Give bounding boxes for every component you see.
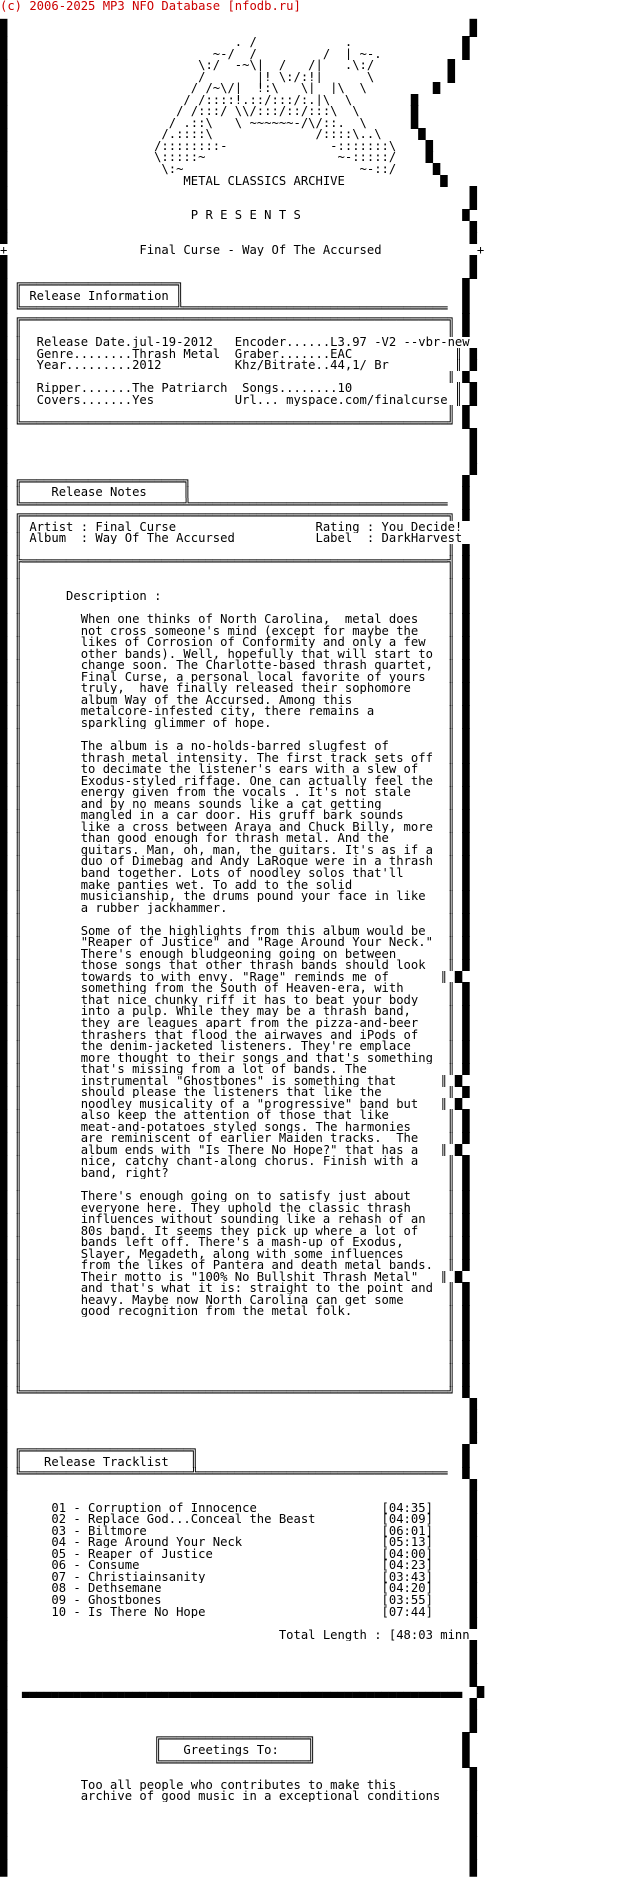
nfo-line: █ ║ also keep the attention of those that like ║ █	[0, 1109, 470, 1122]
nfo-line: █ 03 - Biltmore [06:01] █	[0, 1524, 477, 1537]
nfo-line: █ █	[0, 266, 477, 279]
nfo-line: █ █	[0, 1490, 477, 1503]
nfo-line: █ ║ ║ █	[0, 405, 470, 418]
nfo-line: █ ║ Ripper.......The_Patriarch Songs........10 ║ █	[0, 382, 477, 395]
nfo-line: █ 06 - Consume [04:23] █	[0, 1559, 477, 1572]
nfo-line: █ ._/ . █	[0, 36, 470, 49]
nfo-line: █ /::::::::- -:::::::\ █	[0, 139, 433, 152]
nfo-line: █ ╔═════════════════════╗ █	[0, 278, 470, 291]
nfo-line: █ ║ more thought to their songs and that's something ║ █	[0, 1051, 470, 1064]
nfo-line: █ ╚═════════════════════╩════════════════════════════════════ █	[0, 301, 470, 314]
nfo-line: ▀ ▀	[0, 1870, 477, 1883]
nfo-line: ▄ ▄	[0, 13, 477, 25]
nfo-line: █ \:::::~ ~-:::::/ █	[0, 151, 433, 164]
nfo-line: █ ╔══════════════════════════════════════════════════════════╗ █	[0, 313, 470, 326]
nfo-line: █ ║ instrumental "Ghostbones" is something that ║ █	[0, 1074, 463, 1087]
nfo-line: █ ║ everyone here. They uphold the classic thrash ║ █	[0, 1201, 470, 1214]
nfo-line: █ █	[0, 1709, 477, 1722]
nfo-line: █ ║ and by no means sounds like a cat getting ║ █	[0, 797, 470, 810]
nfo-line: █ █	[0, 1651, 477, 1664]
nfo-line: █ ║ ║ █	[0, 601, 470, 614]
nfo-line: █ ║ that's missing from a lot of bands. The ║ █	[0, 1063, 470, 1076]
nfo-line: █ \:/ -~\| /___/| .\:/ █	[0, 59, 455, 72]
nfo-line: █ 01 - Corruption of Innocence [04:35] █	[0, 1501, 477, 1514]
nfo-line: █ Too all people who contributes to make this █	[0, 1778, 477, 1791]
nfo-line: █ \:~ ~-::/ █	[0, 163, 441, 176]
nfo-line: █ 08 - Dethsemane [04:20] █	[0, 1582, 477, 1595]
nfo-line: █ ║ other bands). Well, hopefully that will start to ║ █	[0, 647, 470, 660]
nfo-line: █ ║ ║ █	[0, 1374, 470, 1387]
nfo-line: █ ║ into a pulp. While they may be a thrash band, ║ █	[0, 1005, 470, 1018]
nfo-line: █ ║ ║ █	[0, 913, 470, 926]
nfo-line: █ █	[0, 1836, 477, 1849]
nfo-line: █ █	[0, 1663, 477, 1676]
nfo-line: █ ║ a rubber jackhammer. ║ █	[0, 901, 470, 914]
nfo-line: █ █	[0, 232, 477, 245]
nfo-line: █ ║ ║ █	[0, 1328, 470, 1341]
nfo-line: █ ║ nice, catchy chant-along chorus. Finish with a ║ █	[0, 1155, 470, 1168]
nfo-line: █ ║ band together. Lots of noodley solos that'll ║ █	[0, 866, 470, 879]
nfo-line: █ ╚══════════════════════╩═══════════════════════════════════ █	[0, 497, 470, 510]
nfo-line: █ ║ they are leagues apart from the pizza-and-beer ║ █	[0, 1016, 470, 1029]
nfo-line: █ ║ Artist : Final Curse Rating : You Decide!	[0, 520, 463, 533]
nfo-line: █ █	[0, 1720, 477, 1733]
nfo-line: █ ║ those songs that other thrash bands should look ║ █	[0, 959, 470, 972]
nfo-line: █ ║ thrash metal intensity. The first track sets off ║ █	[0, 751, 470, 764]
nfo-line: █ ║ metalcore-infested city, there remains a ║ █	[0, 705, 470, 718]
nfo-line: █ █	[0, 255, 477, 268]
nfo-line: █ ║ towards to with envy. "Rage" reminds me of ║ █	[0, 970, 463, 983]
nfo-line: █ ╔═══════════════════════╗ █	[0, 1443, 470, 1456]
nfo-line: █ ╔════════════════════╗ █	[0, 1732, 470, 1745]
nfo-line: █ █	[0, 186, 477, 199]
nfo-line: █ ║ 80s band. It seems they pick up where a lot of ║ █	[0, 1224, 470, 1237]
nfo-line: █ █	[0, 24, 477, 37]
nfo-line: █ / |! \:/:!| \ █	[0, 70, 455, 83]
nfo-line: █ ║ Slayer, Megadeth, along with some influences ║ █	[0, 1247, 470, 1260]
nfo-line: █ ║ that nice chunky riff it has to beat your body ║ █	[0, 993, 470, 1006]
nfo-line: █ ║ ║ █	[0, 1178, 470, 1191]
nfo-line: █ / .::\ \_~~~~~~-/\/::. \ █	[0, 116, 419, 129]
nfo-line: █ ║ The album is a no-holds-barred slugfest of ║ █	[0, 740, 470, 753]
nfo-line: █ ║ truly, have finally released their sophomore ║ █	[0, 682, 470, 695]
nfo-line: █ ║ thrashers that flood the airwaves and iPods of ║ █	[0, 1028, 470, 1041]
nfo-line: █ █	[0, 1432, 477, 1445]
nfo-line: █ ║ Covers.......Yes Url... myspace.com/finalcurse ║ █	[0, 393, 477, 406]
nfo-line: █ ║ Album : Way Of The Accursed Label : DarkHarvest	[0, 532, 463, 545]
nfo-line: + Final Curse - Way Of The Accursed +	[0, 243, 485, 256]
nfo-line: █ ║ energy given from the vocals . It's not stale ║ █	[0, 786, 470, 799]
nfo-line: █ 09 - Ghostbones [03:55] █	[0, 1593, 477, 1606]
nfo-line: █ ║ "Reaper of Justice" and "Rage Around Your Neck." ║ █	[0, 936, 470, 949]
nfo-line: █ Total Length : [48:03 minn	[0, 1628, 470, 1641]
nfo-line: █ _~-/ / / |_~-._ █	[0, 47, 470, 60]
nfo-line: █ ║ and that's what it is: straight to the point and ║ █	[0, 1282, 470, 1295]
nfo-line: █ ║ Their motto is "100% No Bullshit Thrash Metal" ║ █	[0, 1270, 463, 1283]
nfo-line: █ ║ heavy. Maybe now North Carolina can get some ║ █	[0, 1293, 470, 1306]
nfo-line: █ ╠══════════════════════════════════════════════════════════╣ █	[0, 555, 470, 568]
nfo-line: █ ║ ║ █	[0, 1351, 470, 1364]
nfo-line: █ ║ noodley musicality of a "progressive" band but ║ █	[0, 1097, 463, 1110]
nfo-line: █ ║ When one thinks of North Carolina, metal does ║ █	[0, 613, 470, 626]
nfo-line: █ ║ Release Notes ║ █	[0, 486, 470, 499]
nfo-line: █ archive of good music in a exceptional conditions █	[0, 1790, 477, 1803]
nfo-line: █ ║ make panties wet. To add to the solid ║ █	[0, 878, 470, 891]
nfo-line: █ P R E S E N T S █	[0, 209, 470, 222]
nfo-line: █ ▄▄▄▄▄▄▄▄▄▄▄▄▄▄▄▄▄▄▄▄▄▄▄▄▄▄▄▄▄▄▄▄▄▄▄▄▄▄▄▄▄▄▄▄▄▄▄▄▄▄▄▄▄▄▄▄▄▄▄▄ █	[0, 1686, 485, 1699]
nfo-line: █ █	[0, 1847, 477, 1860]
nfo-line: █ / /:::/ \\/:::/::/:::\ \ █	[0, 105, 419, 118]
nfo-line: █ ║ likes of Corrosion of Conformity and only a few ║ █	[0, 636, 470, 649]
nfo-line: █ █	[0, 220, 477, 233]
nfo-line: █ / /::::!.::/:::/:.|\ \ █	[0, 93, 419, 106]
nfo-line: █ ║ ║ █	[0, 1317, 470, 1330]
nfo-line: █ █	[0, 1420, 477, 1433]
nfo-line: █ ║ mangled in a car door. His gruff bark sounds ║ █	[0, 809, 470, 822]
nfo-line: █ ║ ║ █	[0, 728, 470, 741]
nfo-line: █ METAL CLASSICS ARCHIVE █	[0, 174, 448, 187]
nfo-line: █ ║ ║ █	[0, 1363, 470, 1376]
nfo-line: █ █	[0, 428, 477, 441]
nfo-line: █ ║ ║ █	[0, 370, 470, 383]
nfo-line: █ █	[0, 1859, 477, 1872]
nfo-line: █ ║ Greetings To: ║ █	[0, 1744, 470, 1756]
nfo-line: █ █	[0, 1674, 477, 1687]
nfo-line: █ ║ Genre........Thrash Metal Graber.......EAC ║ █	[0, 347, 477, 360]
nfo-line: █ ║ influences without sounding like a rehash of an ║ █	[0, 1213, 470, 1226]
nfo-line: █ ╚═══════════════════════╩══════════════════════════════════ █	[0, 1467, 470, 1480]
nfo-line: █ 10 - Is There No Hope_ [07:44] █	[0, 1605, 477, 1618]
nfo-line: █ ║ Release Date.jul-19-2012 Encoder......L3.97 -V2 --vbr-new	[0, 336, 470, 349]
nfo-line: █ ║ bands left off. There's a mash-up of Exodus, ║ █	[0, 1236, 470, 1249]
nfo-line: █ 04 - Rage Around Your Neck [05:13] █	[0, 1536, 477, 1549]
nfo-line: █ ║ from the likes of Pantera and death metal bands. ║ █	[0, 1259, 470, 1272]
nfo-line: █ / /~\/| !:\___\| |\ \ █	[0, 82, 441, 95]
nfo-line: █ █	[0, 1697, 477, 1710]
nfo-line: █ █	[0, 1767, 477, 1780]
nfo-line: █ █	[0, 1478, 477, 1491]
nfo-line: █ /.::::\ /::::\..\ █	[0, 128, 426, 141]
nfo-line: █ ║ ║ █	[0, 1340, 470, 1353]
nfo-line: █ █	[0, 197, 477, 210]
nfo-line: █ █	[0, 1397, 477, 1410]
nfo-line: █ ║ something from the South of Heaven-era, with ║ █	[0, 982, 470, 995]
nfo-line: █ ║ good recognition from the metal folk. ║ █	[0, 1305, 470, 1318]
nfo-line: █ █	[0, 1409, 477, 1422]
nfo-line: █ █	[0, 463, 477, 476]
nfo-line: █ █	[0, 1824, 477, 1837]
nfo-line: █ ║ Year.........2012 Khz/Bitrate..44,1/ Br ║ █	[0, 359, 477, 372]
nfo-line: █ ║ There's enough bludgeoning going on between ║ █	[0, 947, 470, 960]
nfo-line: █ ║ ║ █	[0, 324, 470, 337]
nfo-line: █ ║ than good enough for thrash metal. And the ║ █	[0, 832, 470, 845]
nfo-line: █ 05 - Reaper of Justice [04:00] █	[0, 1547, 477, 1560]
nfo-line: █ ║ Some of the highlights from this album would be ║ █	[0, 924, 470, 937]
nfo-line: █ ║ Final Curse, a personal local favorite of yours ║ █	[0, 670, 470, 683]
nfo-line: █ 02 - Replace God...Conceal the Beast [04:09] █	[0, 1513, 477, 1526]
nfo-line: █ ║ ║ █	[0, 578, 470, 591]
nfo-line: █ ╚══════════════════════════════════════════════════════════╝ █	[0, 1386, 470, 1399]
nfo-line: █ █	[0, 1801, 477, 1814]
nfo-line: █ █	[0, 1640, 477, 1653]
nfo-line: █ ║ not cross someone's mind (except for maybe the ║ █	[0, 624, 470, 637]
nfodb-credit-header: (c) 2006-2025 MP3 NFO Database [nfodb.ru]	[0, 0, 301, 12]
nfo-line: █ ║ like a cross between Araya and Chuck Billy, more ║ █	[0, 820, 470, 833]
nfo-line: █ ║ to decimate the listener's ears with a slew of ║ █	[0, 763, 470, 776]
nfo-line: █ ║ duo of Dimebag and Andy LaRoque were in a thrash ║ █	[0, 855, 470, 868]
nfo-line: █ ║ Release Tracklist ║ █	[0, 1455, 470, 1468]
nfo-line: █ ║ guitars. Man, oh, man, the guitars. It's as if a ║ █	[0, 843, 470, 856]
nfo-line: █ ║ Description : ║ █	[0, 590, 470, 602]
nfo-line: █ █	[0, 1813, 477, 1826]
nfo-line: █ ║ Release Information ║ █	[0, 289, 470, 302]
nfo-line: █ ╚════════════════════╝ █	[0, 1755, 470, 1768]
nfo-line: █ ║ meat-and-potatoes styled songs. The harmonies ║ █	[0, 1120, 470, 1133]
nfo-line: █ █	[0, 451, 477, 464]
nfo-line: █ ║ album ends with "Is There No Hope?" that has a ║ █	[0, 1143, 463, 1156]
nfo-line: █ ╔══════════════════════╗ █	[0, 474, 470, 487]
nfo-line: █ ║ ║ █	[0, 543, 470, 556]
nfo-line: █ 07 - Christiainsanity [03:43] █	[0, 1570, 477, 1583]
nfo-line: █ ║ ║ █	[0, 566, 470, 579]
nfo-line: █ ╔══════════════════════════════════════════════════════════╗ █	[0, 509, 470, 522]
nfo-line: █ ║ are reminiscent of earlier Maiden tracks. The ║ █	[0, 1132, 470, 1145]
nfo-line: █ ║ album Way of the Accursed. Among this ║ █	[0, 693, 470, 706]
nfo-line: █ ║ the denim-jacketed listeners. They're emplace ║ █	[0, 1040, 470, 1053]
nfo-line: █ █	[0, 439, 477, 452]
nfo-line: █ ║ Exodus-styled riffage. One can actually feel the ║ █	[0, 774, 470, 787]
nfo-line: █ ║ band, right? ║ █	[0, 1167, 470, 1179]
nfo-line: █ ╚══════════════════════════════════════════════════════════╝ █	[0, 416, 470, 429]
nfo-line: █ ║ sparkling glimmer of hope. ║ █	[0, 716, 470, 729]
nfo-line: █ █	[0, 1617, 477, 1630]
nfo-line: █ ║ should please the listeners that like the ║ █	[0, 1086, 470, 1099]
nfo-line: █ ║ There's enough going on to satisfy just about ║ █	[0, 1190, 470, 1203]
nfo-line: █ ║ musicianship, the drums pound your face in like ║ █	[0, 890, 470, 903]
nfo-line: █ ║ change soon. The Charlotte-based thrash quartet, ║ █	[0, 659, 470, 672]
